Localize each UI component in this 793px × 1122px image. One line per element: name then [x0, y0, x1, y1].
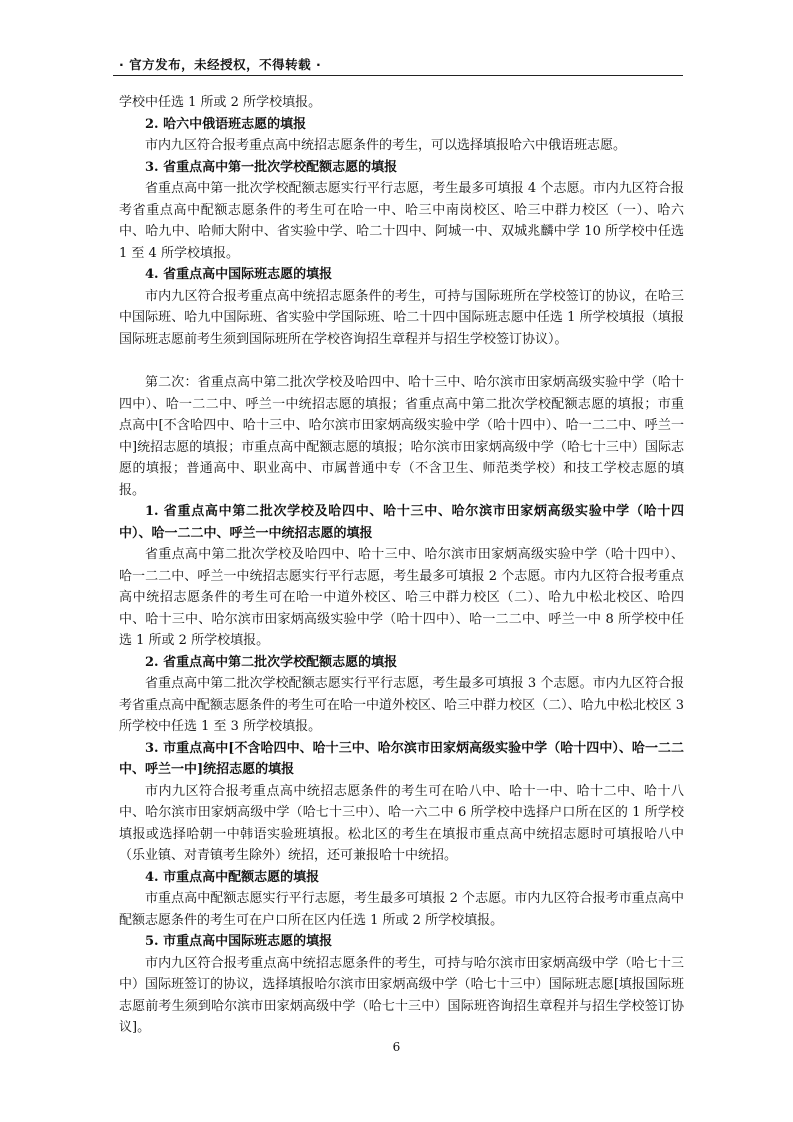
body-paragraph: 市内九区符合报考重点高中统招志愿条件的考生，可持与哈尔滨市田家炳高级中学（哈七十三中）国际班签订的协议，选择填报哈尔滨市田家炳高级中学（哈七十三中）国际班志愿[填报国际班志愿前考生须到哈尔滨市田家炳高级中学（哈七十三中）国际班咨询招生章程并与招生学校签订协议]。 — [119, 955, 684, 1035]
section-heading: 1. 省重点高中第二批次学校及哈四中、哈十三中、哈尔滨市田家炳高级实验中学（哈十四中）、哈一二二中、呼兰一中统招志愿的填报 — [119, 504, 684, 541]
section-heading: 2. 哈六中俄语班志愿的填报 — [145, 116, 307, 132]
section-heading: 3. 市重点高中[不含哈四中、哈十三中、哈尔滨市田家炳高级实验中学（哈十四中）、哈一二二中、呼兰一中]统招志愿的填报 — [119, 740, 684, 777]
header-divider — [113, 75, 683, 76]
body-paragraph: 市内九区符合报考重点高中统招志愿条件的考生可在哈八中、哈十一中、哈十二中、哈十八中、哈尔滨市田家炳高级中学（哈七十三中）、哈一六二中 6 所学校中选择户口所在区的 1 所学校填报或选择哈朝一中韩语实验班填报。松北区的考生在填报市重点高中统招志愿时可填报哈八中（乐业镇、对青镇考生除外）统招，还可兼报哈十中统招。 — [119, 783, 684, 863]
page-number: 6 — [392, 1040, 401, 1054]
body-paragraph: 市内九区符合报考重点高中统招志愿条件的考生，可持与国际班所在学校签订的协议，在哈三中国际班、哈九中国际班、省实验中学国际班、哈二十四中国际班志愿中任选 1 所学校填报（填报国际班志愿前考生须到国际班所在学校咨询招生章程并与招生学校签订协议）。 — [119, 288, 684, 347]
section-heading: 4. 市重点高中配额志愿的填报 — [145, 869, 320, 885]
section-heading: 3. 省重点高中第一批次学校配额志愿的填报 — [145, 159, 398, 175]
body-paragraph: 学校中任选 1 所或 2 所学校填报。 — [119, 95, 322, 110]
page-header: · 官方发布，未经授权，不得转载 · — [119, 57, 322, 72]
section-heading: 2. 省重点高中第二批次学校配额志愿的填报 — [145, 654, 398, 670]
body-paragraph: 省重点高中第二批次学校及哈四中、哈十三中、哈尔滨市田家炳高级实验中学（哈十四中）、哈一二二中、呼兰一中统招志愿实行平行志愿，考生最多可填报 2 个志愿。市内九区符合报考重点高中统招志愿条件的考生可在哈一中道外校区、哈三中群力校区（二）、哈九中松北校区、哈四中、哈十三中、哈尔滨市田家炳高级实验中学（哈十四中）、哈一二二中、呼兰一中 8 所学校中任选 1 所或 2 所学校填报。 — [119, 547, 684, 648]
section-heading: 5. 市重点高中国际班志愿的填报 — [145, 934, 333, 949]
document-body — [119, 92, 684, 1039]
body-paragraph: 市内九区符合报考重点高中统招志愿条件的考生，可以选择填报哈六中俄语班志愿。 — [145, 138, 627, 153]
body-paragraph: 省重点高中第二批次学校配额志愿实行平行志愿，考生最多可填报 3 个志愿。市内九区符合报考省重点高中配额志愿条件的考生可在哈一中道外校区、哈三中群力校区（二）、哈九中松北校区 3 所学校中任选 1 至 3 所学校填报。 — [119, 676, 684, 734]
section-heading: 4. 省重点高中国际班志愿的填报 — [145, 267, 333, 282]
body-paragraph: 市重点高中配额志愿实行平行志愿，考生最多可填报 2 个志愿。市内九区符合报考市重点高中配额志愿条件的考生可在户口所在区内任选 1 所或 2 所学校填报。 — [119, 891, 684, 928]
body-paragraph: 省重点高中第一批次学校配额志愿实行平行志愿，考生最多可填报 4 个志愿。市内九区符合报考省重点高中配额志愿条件的考生可在哈一中、哈三中南岗校区、哈三中群力校区（一）、哈六中、哈九中、哈师大附中、省实验中学、哈二十四中、阿城一中、双城兆麟中学 10 所学校中任选 1 至 4 所学校填报。 — [119, 181, 684, 261]
body-paragraph: 第二次：省重点高中第二批次学校及哈四中、哈十三中、哈尔滨市田家炳高级实验中学（哈十四中）、哈一二二中、呼兰一中统招志愿的填报；省重点高中第二批次学校配额志愿的填报；市重点高中[不含哈四中、哈十三中、哈尔滨市田家炳高级实验中学（哈十四中）、哈一二二中、呼兰一中]统招志愿的填报；市重点高中配额志愿的填报；哈尔滨市田家炳高级中学（哈七十三中）国际志愿的填报；普通高中、职业高中、市属普通中专（不含卫生、师范类学校）和技工学校志愿的填报。 — [119, 375, 684, 498]
paragraph-gap — [119, 350, 684, 372]
